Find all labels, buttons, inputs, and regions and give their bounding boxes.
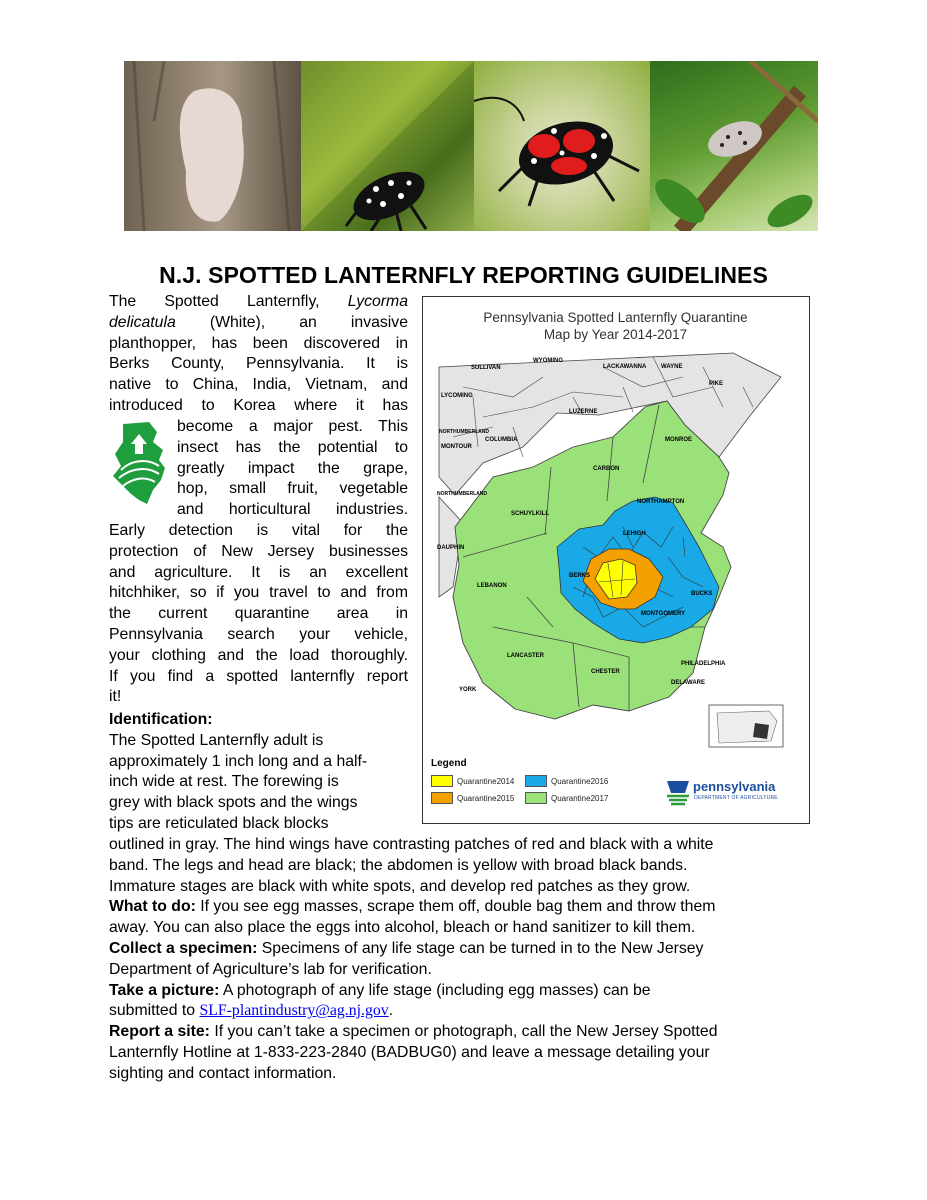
intro-mid-line-8: If you find a spotted lanternfly report	[109, 667, 408, 685]
county-label-northampton: NORTHAMPTON	[637, 499, 685, 505]
quarantine-map-svg	[423, 297, 809, 823]
pa-keystone-icon	[665, 777, 691, 807]
legend-item-2017	[525, 792, 608, 804]
legend-label-2016: Quarantine2016	[551, 776, 609, 786]
county-label-luzerne: LUZERNE	[569, 409, 598, 415]
county-label-dauphin: DAUPHIN	[437, 545, 465, 551]
report-line-2: Lanternfly Hotline at 1-833-223-2840 (BADBUG0) and leave a message detailing your	[109, 1043, 710, 1061]
legend-item-2014	[431, 775, 514, 787]
identification-line-4: grey with black spots and the wings	[109, 794, 358, 812]
legend-swatch-2014	[431, 775, 453, 787]
report-line-3: sighting and contact information.	[109, 1064, 337, 1082]
legend-label-2017: Quarantine2017	[551, 793, 609, 803]
county-label-chester: CHESTER	[591, 669, 620, 675]
identification-line-6: outlined in gray. The hind wings have contrasting patches of red and black with a white	[109, 836, 714, 853]
full-width-section	[109, 835, 809, 1085]
intro-paragraph-top	[109, 292, 408, 417]
legend-item-2016	[525, 775, 608, 787]
county-label-northumberland-1: NORTHUMBERLAND	[439, 429, 489, 435]
intro-line-1b: Lycorma	[347, 293, 408, 310]
black-nymph-photo	[301, 61, 474, 231]
legend-label-2014: Quarantine2014	[457, 776, 515, 786]
quarantine-map	[422, 296, 810, 824]
legend-item-2015	[431, 792, 514, 804]
what-to-do-label: What to do:	[109, 898, 196, 916]
identification-line-1: The Spotted Lanternfly adult is	[109, 731, 324, 749]
photo-banner	[124, 61, 818, 231]
page-title: N.J. SPOTTED LANTERNFLY REPORTING GUIDELINES	[159, 262, 768, 288]
map-title-line-2: Map by Year 2014-2017	[543, 327, 688, 342]
identification-line-3: inch wide at rest. The forewing is	[109, 773, 339, 791]
county-label-bucks: BUCKS	[691, 591, 713, 597]
identification-line-2: approximately 1 inch long and a half-	[109, 752, 368, 770]
intro-paragraph-beside-logo	[177, 417, 408, 521]
county-label-york: YORK	[459, 687, 477, 693]
red-nymph-illustration	[474, 61, 650, 231]
county-label-lehigh: LEHIGH	[623, 531, 646, 537]
intro-paragraph-bottom	[109, 521, 408, 708]
intro-beside-line-1: become a major pest. This	[177, 418, 408, 435]
collect-label: Collect a specimen:	[109, 939, 258, 957]
map-title-line-1: Pennsylvania Spotted Lanternfly Quarantine	[483, 310, 748, 325]
report-line-1: If you can’t take a specimen or photograph, call the New Jersey Spotted	[209, 1023, 718, 1041]
collect-line-1: Specimens of any life stage can be turned in to the New Jersey	[257, 939, 704, 957]
county-label-wayne: WAYNE	[661, 364, 683, 370]
intro-mid-line-9: it!	[109, 688, 122, 706]
intro-mid-line-2: protection of New Jersey businesses	[109, 542, 408, 560]
picture-line-1: A photograph of any life stage (including egg masses) can be	[219, 981, 651, 999]
county-label-northumberland-2: NORTHUMBERLAND	[437, 491, 487, 497]
collect-line-2: Department of Agriculture’s lab for verification.	[109, 960, 432, 978]
legend-label-2015: Quarantine2015	[457, 793, 515, 803]
county-label-wyoming: WYOMING	[533, 358, 563, 364]
identification-line-5: tips are reticulated black blocks	[109, 814, 329, 832]
pa-agency-department: DEPARTMENT OF AGRICULTURE	[694, 795, 778, 801]
intro-beside-line-4: hop, small fruit, vegetable	[177, 480, 408, 498]
county-label-pike: PIKE	[709, 381, 724, 387]
picture-line-2: submitted to	[109, 1002, 200, 1020]
legend-swatch-2016	[525, 775, 547, 787]
intro-mid-line-4: hitchhiker, so if you travel to and from	[109, 584, 408, 602]
county-label-columbia: COLUMBIA	[485, 437, 518, 443]
intro-beside-line-5: and horticultural industries.	[177, 501, 408, 519]
county-label-montour: MONTOUR	[441, 444, 472, 450]
report-label: Report a site:	[109, 1023, 210, 1041]
intro-mid-line-3: and agriculture. It is an excellent	[109, 563, 408, 581]
black-nymph-illustration	[301, 61, 474, 231]
identification-line-8: Immature stages are black with white spots, and develop red patches as they grow.	[109, 877, 691, 895]
nj-agriculture-logo	[109, 420, 169, 506]
intro-line-2b: (White), an invasive	[175, 313, 408, 331]
intro-line-3: planthopper, has been discovered in	[109, 334, 408, 352]
intro-mid-line-1: Early detection is vital for the	[109, 522, 408, 539]
intro-line-4: Berks County, Pennsylvania. It is	[109, 355, 408, 373]
intro-mid-line-6: Pennsylvania search your vehicle,	[109, 625, 408, 643]
county-label-lancaster: LANCASTER	[507, 653, 544, 659]
legend-swatch-2015	[431, 792, 453, 804]
county-label-lycoming: LYCOMING	[441, 393, 473, 399]
county-label-lackawanna: LACKAWANNA	[603, 364, 647, 370]
county-label-delaware: DELAWARE	[671, 680, 706, 686]
picture-line-2-end: .	[388, 1002, 394, 1020]
what-to-do-line-1: If you see egg masses, scrape them off, double bag them and throw them	[195, 898, 716, 916]
intro-line-1a: The Spotted Lanternfly,	[109, 293, 348, 310]
what-to-do-line-2: away. You can also place the eggs into alcohol, bleach or hand sanitizer to kill them.	[109, 919, 696, 937]
county-label-montgomery: MONTGOMERY	[641, 611, 686, 617]
county-label-berks: BERKS	[569, 573, 591, 579]
legend-swatch-2017	[525, 792, 547, 804]
adult-photo	[650, 61, 818, 231]
intro-beside-line-2: insect has the potential to	[177, 438, 408, 456]
county-label-philadelphia: PHILADELPHIA	[681, 661, 726, 667]
intro-line-5: native to China, India, Vietnam, and	[109, 376, 408, 394]
intro-line-6: introduced to Korea where it has	[109, 396, 408, 414]
county-label-monroe: MONROE	[665, 437, 692, 443]
county-label-carbon: CARBON	[593, 466, 620, 472]
intro-line-2a: delicatula	[109, 313, 176, 331]
county-label-sullivan: SULLIVAN	[471, 365, 501, 371]
identification-line-7: band. The legs and head are black; the abdomen is yellow with broad black bands.	[109, 856, 688, 874]
intro-mid-line-7: your clothing and the load thoroughly.	[109, 646, 408, 664]
egg-mass-illustration	[124, 61, 301, 231]
legend-title: Legend	[431, 758, 467, 769]
county-label-lebanon: LEBANON	[477, 583, 507, 589]
picture-label: Take a picture:	[109, 981, 220, 999]
intro-mid-line-5: the current quarantine area in	[109, 605, 408, 623]
nj-state-logo-icon	[109, 420, 169, 506]
pa-agency-name: pennsylvania	[693, 779, 776, 794]
intro-beside-line-3: greatly impact the grape,	[177, 459, 408, 477]
identification-section	[109, 710, 408, 835]
red-nymph-photo	[474, 61, 650, 231]
adult-illustration	[650, 61, 818, 231]
identification-heading: Identification:	[109, 711, 213, 728]
email-link[interactable]: SLF-plantindustry@ag.nj.gov	[199, 1002, 389, 1020]
county-label-schuylkill: SCHUYLKILL	[511, 511, 549, 517]
egg-mass-photo	[124, 61, 301, 231]
